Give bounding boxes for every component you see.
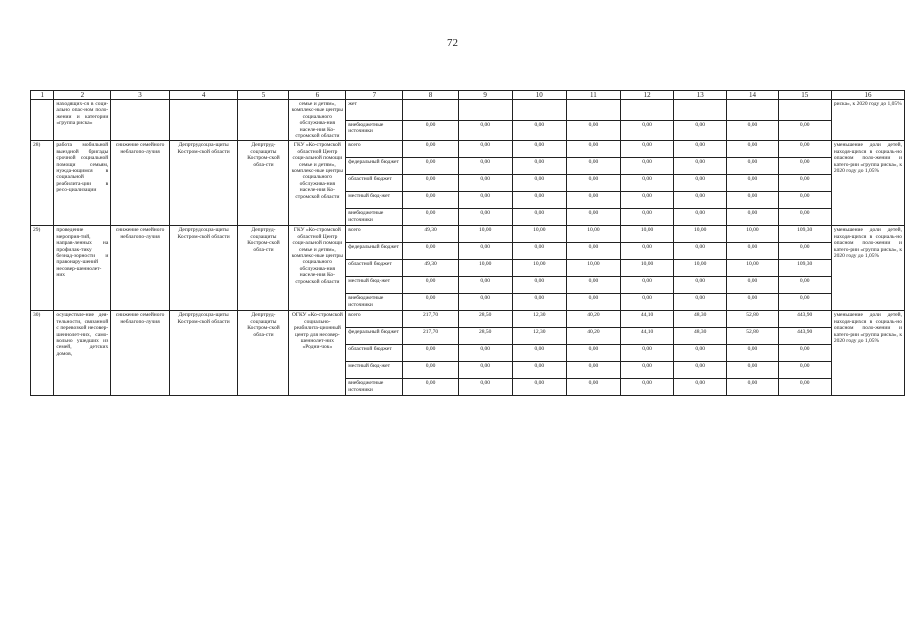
row-number-cell: 28) [31, 141, 54, 226]
value-cell: 10,00 [727, 260, 778, 277]
value-cell [778, 100, 831, 121]
responsible-cell: Депртрудсоцза-щиты Костром-ской области [169, 141, 238, 226]
column-header: 8 [403, 91, 458, 100]
value-cell: 0,00 [566, 294, 620, 311]
value-cell: 0,00 [566, 192, 620, 209]
value-cell: 0,00 [566, 158, 620, 175]
budget-table [30, 90, 905, 396]
funding-source-cell: внебюджетные источники [346, 294, 403, 311]
value-cell: 109,30 [778, 260, 831, 277]
column-header: 2 [54, 91, 111, 100]
responsible-cell [169, 100, 238, 141]
value-cell: 0,00 [674, 362, 727, 379]
column-header: 5 [238, 91, 289, 100]
value-cell: 0,00 [458, 141, 512, 158]
value-cell: 40,20 [566, 311, 620, 328]
page-number: 72 [447, 37, 458, 49]
value-cell: 0,00 [674, 345, 727, 362]
expected-result-cell: уменьшение доли детей, находя-щихся в социаль-но опасном поло-жении и катего-рии «группа риска», к 2020 году до 1,05% [831, 226, 904, 311]
value-cell: 0,00 [403, 192, 458, 209]
value-cell: 0,00 [403, 175, 458, 192]
task-cell: снижение семейного неблагопо-лучия [111, 226, 170, 311]
value-cell: 0,00 [512, 158, 566, 175]
funding-source-cell: федеральный бюджет [346, 243, 403, 260]
value-cell: 10,00 [674, 260, 727, 277]
value-cell: 0,00 [458, 277, 512, 294]
value-cell: 0,00 [458, 120, 512, 141]
column-header: 16 [831, 91, 904, 100]
value-cell: 0,00 [566, 243, 620, 260]
value-cell: 0,00 [566, 345, 620, 362]
value-cell: 0,00 [512, 345, 566, 362]
funding-source-cell: областной бюджет [346, 345, 403, 362]
value-cell: 0,00 [727, 243, 778, 260]
value-cell: 10,00 [458, 260, 512, 277]
value-cell: 12,30 [512, 328, 566, 345]
value-cell: 217,70 [403, 311, 458, 328]
value-cell: 0,00 [512, 294, 566, 311]
task-cell: снижение семейного неблагопо-лучия [111, 141, 170, 226]
funding-source-cell: федеральный бюджет [346, 328, 403, 345]
value-cell: 0,00 [403, 277, 458, 294]
task-cell [111, 100, 170, 141]
value-cell [727, 100, 778, 121]
value-cell: 40,20 [566, 328, 620, 345]
value-cell: 0,00 [674, 294, 727, 311]
value-cell: 0,00 [674, 379, 727, 396]
header-row [31, 91, 905, 100]
table-row [31, 100, 905, 121]
value-cell: 0,00 [778, 120, 831, 141]
column-header: 12 [620, 91, 673, 100]
value-cell: 0,00 [403, 379, 458, 396]
value-cell: 0,00 [458, 243, 512, 260]
value-cell: 0,00 [727, 345, 778, 362]
funding-source-cell: внебюджетные источники [346, 120, 403, 141]
value-cell [512, 100, 566, 121]
value-cell: 109,30 [778, 226, 831, 243]
column-header: 3 [111, 91, 170, 100]
value-cell: 0,00 [674, 158, 727, 175]
value-cell: 0,00 [458, 175, 512, 192]
value-cell: 0,00 [778, 277, 831, 294]
value-cell: 217,70 [403, 328, 458, 345]
funding-source-cell: областной бюджет [346, 175, 403, 192]
value-cell: 0,00 [458, 345, 512, 362]
value-cell: 0,00 [620, 277, 673, 294]
participant-cell: ОГКУ «Ко-стромской социально-реабилита-ционный центр для несовер-шеннолет-них «Родни-чок» [289, 311, 346, 396]
value-cell: 0,00 [566, 120, 620, 141]
value-cell: 44,10 [620, 328, 673, 345]
row-number-cell: 30) [31, 311, 54, 396]
value-cell: 0,00 [727, 120, 778, 141]
value-cell [458, 100, 512, 121]
value-cell: 0,00 [620, 209, 673, 226]
measure-name-cell: находящих-ся в соци-ально опас-ном поло-жении и категории «группа риска» [54, 100, 111, 141]
value-cell: 0,00 [727, 158, 778, 175]
value-cell: 0,00 [458, 379, 512, 396]
value-cell: 28,50 [458, 328, 512, 345]
column-header: 9 [458, 91, 512, 100]
value-cell: 0,00 [727, 379, 778, 396]
value-cell: 0,00 [566, 362, 620, 379]
value-cell: 0,00 [727, 141, 778, 158]
value-cell: 0,00 [620, 175, 673, 192]
value-cell: 0,00 [566, 379, 620, 396]
value-cell: 0,00 [620, 379, 673, 396]
value-cell: 0,00 [778, 141, 831, 158]
value-cell: 10,00 [620, 260, 673, 277]
value-cell: 0,00 [778, 243, 831, 260]
value-cell: 0,00 [403, 141, 458, 158]
value-cell: 0,00 [727, 175, 778, 192]
funding-source-cell: федеральный бюджет [346, 158, 403, 175]
column-header: 4 [169, 91, 238, 100]
coexecutor-cell: Депртруд-соцзащиты Костром-ской обла-сти [238, 226, 289, 311]
expected-result-cell: риска», к 2020 году до 1,05% [831, 100, 904, 141]
value-cell: 0,00 [512, 141, 566, 158]
funding-source-cell: местный бюд-жет [346, 277, 403, 294]
column-header: 1 [31, 91, 54, 100]
value-cell: 0,00 [458, 209, 512, 226]
value-cell: 0,00 [403, 158, 458, 175]
value-cell: 0,00 [778, 379, 831, 396]
value-cell: 0,00 [620, 158, 673, 175]
funding-source-cell: всего [346, 311, 403, 328]
value-cell: 0,00 [620, 243, 673, 260]
funding-source-cell: местный бюд-жет [346, 192, 403, 209]
value-cell: 0,00 [674, 175, 727, 192]
value-cell: 0,00 [674, 243, 727, 260]
row-number-cell [31, 100, 54, 141]
column-header: 7 [346, 91, 403, 100]
measure-name-cell: работа мобильной выездной бригады срочной социальной помощи семьям, нужда-ющимся в социальной реабилита-ции в ресо-циализации [54, 141, 111, 226]
value-cell [674, 100, 727, 121]
value-cell: 0,00 [727, 209, 778, 226]
column-header: 14 [727, 91, 778, 100]
value-cell [566, 100, 620, 121]
value-cell: 0,00 [620, 141, 673, 158]
funding-source-cell: всего [346, 226, 403, 243]
value-cell: 44,10 [620, 311, 673, 328]
value-cell: 28,50 [458, 311, 512, 328]
value-cell: 0,00 [512, 379, 566, 396]
value-cell: 52,80 [727, 328, 778, 345]
task-cell: снижение семейного неблагопо-лучия [111, 311, 170, 396]
value-cell: 0,00 [778, 294, 831, 311]
funding-source-cell: жет [346, 100, 403, 121]
value-cell: 10,00 [727, 226, 778, 243]
funding-source-cell: всего [346, 141, 403, 158]
value-cell: 0,00 [458, 362, 512, 379]
value-cell: 0,00 [566, 277, 620, 294]
value-cell: 0,00 [727, 192, 778, 209]
value-cell: 0,00 [778, 209, 831, 226]
value-cell: 0,00 [512, 192, 566, 209]
value-cell: 0,00 [566, 209, 620, 226]
value-cell: 0,00 [620, 294, 673, 311]
value-cell: 0,00 [512, 120, 566, 141]
participant-cell: ГКУ «Ко-стромской областной Центр соци-альной помощи семье и детям», комплекс-ные центры социального обслужива-ния населе-ния Ко-стромской области [289, 226, 346, 311]
value-cell: 0,00 [778, 345, 831, 362]
value-cell: 0,00 [674, 277, 727, 294]
column-header: 6 [289, 91, 346, 100]
value-cell: 10,00 [566, 260, 620, 277]
value-cell: 0,00 [512, 277, 566, 294]
value-cell: 0,00 [778, 192, 831, 209]
value-cell: 0,00 [403, 243, 458, 260]
value-cell: 0,00 [403, 362, 458, 379]
value-cell: 0,00 [512, 175, 566, 192]
value-cell: 48,30 [674, 328, 727, 345]
value-cell: 0,00 [458, 192, 512, 209]
value-cell: 0,00 [778, 175, 831, 192]
value-cell: 0,00 [727, 294, 778, 311]
value-cell [403, 100, 458, 121]
value-cell: 0,00 [620, 345, 673, 362]
value-cell: 49,30 [403, 226, 458, 243]
funding-source-cell: областной бюджет [346, 260, 403, 277]
row-number-cell: 29) [31, 226, 54, 311]
value-cell: 0,00 [727, 362, 778, 379]
value-cell: 52,80 [727, 311, 778, 328]
coexecutor-cell [238, 100, 289, 141]
responsible-cell: Депртрудсоцза-щиты Костром-ской области [169, 226, 238, 311]
column-header: 11 [566, 91, 620, 100]
expected-result-cell: уменьшение доли детей, находя-щихся в социаль-но опасном поло-жении и катего-рии «группа риска», к 2020 году до 1,05% [831, 311, 904, 396]
value-cell: 0,00 [620, 192, 673, 209]
column-header: 13 [674, 91, 727, 100]
value-cell: 0,00 [566, 175, 620, 192]
value-cell: 0,00 [674, 120, 727, 141]
table-row [31, 141, 905, 158]
table-body [31, 91, 905, 396]
value-cell: 10,00 [458, 226, 512, 243]
value-cell: 49,30 [403, 260, 458, 277]
value-cell: 12,30 [512, 311, 566, 328]
value-cell: 10,00 [512, 226, 566, 243]
value-cell: 0,00 [620, 120, 673, 141]
value-cell: 0,00 [512, 243, 566, 260]
value-cell: 0,00 [458, 294, 512, 311]
value-cell: 0,00 [778, 158, 831, 175]
value-cell: 0,00 [620, 362, 673, 379]
value-cell: 10,00 [566, 226, 620, 243]
value-cell: 443,90 [778, 311, 831, 328]
value-cell: 10,00 [512, 260, 566, 277]
column-header: 10 [512, 91, 566, 100]
column-header: 15 [778, 91, 831, 100]
coexecutor-cell: Депртруд-соцзащиты Костром-ской обла-сти [238, 141, 289, 226]
value-cell: 0,00 [674, 141, 727, 158]
value-cell: 0,00 [458, 158, 512, 175]
value-cell: 0,00 [778, 362, 831, 379]
table-row [31, 226, 905, 243]
value-cell: 0,00 [512, 209, 566, 226]
value-cell: 0,00 [403, 120, 458, 141]
value-cell: 0,00 [403, 209, 458, 226]
measure-name-cell: осуществле-ние дея-тельности, связанной с перевозкой несовер-шеннолет-них, само-вольно ушедших из семей, детских домов, [54, 311, 111, 396]
participant-cell: ГКУ «Ко-стромской областной Центр соци-альной помощи семье и детям», комплекс-ные центры социального обслужива-ния населе-ния Ко-стромской области [289, 141, 346, 226]
value-cell: 0,00 [512, 362, 566, 379]
value-cell: 0,00 [403, 345, 458, 362]
responsible-cell: Депртрудсоцза-щиты Костром-ской области [169, 311, 238, 396]
value-cell: 0,00 [674, 209, 727, 226]
value-cell: 48,30 [674, 311, 727, 328]
value-cell [620, 100, 673, 121]
value-cell: 0,00 [674, 192, 727, 209]
value-cell: 10,00 [674, 226, 727, 243]
expected-result-cell: уменьшение доли детей, находя-щихся в социаль-но опасном поло-жении и катего-рии «группа риска», к 2020 году до 1,05% [831, 141, 904, 226]
value-cell: 443,90 [778, 328, 831, 345]
value-cell: 0,00 [727, 277, 778, 294]
funding-source-cell: внебюджетные источники [346, 209, 403, 226]
funding-source-cell: местный бюд-жет [346, 362, 403, 379]
table-row [31, 311, 905, 328]
value-cell: 0,00 [566, 141, 620, 158]
funding-source-cell: внебюджетные источники [346, 379, 403, 396]
coexecutor-cell: Депртруд-соцзащиты Костром-ской обла-сти [238, 311, 289, 396]
value-cell: 10,00 [620, 226, 673, 243]
measure-name-cell: проведение мероприя-тий, направ-ленных на профилак-тику безнад-зорности и правонару-шений несовер-шеннолет-них [54, 226, 111, 311]
participant-cell: семье и детям», комплекс-ные центры социального обслужива-ния населе-ния Ко-стромской области [289, 100, 346, 141]
value-cell: 0,00 [403, 294, 458, 311]
